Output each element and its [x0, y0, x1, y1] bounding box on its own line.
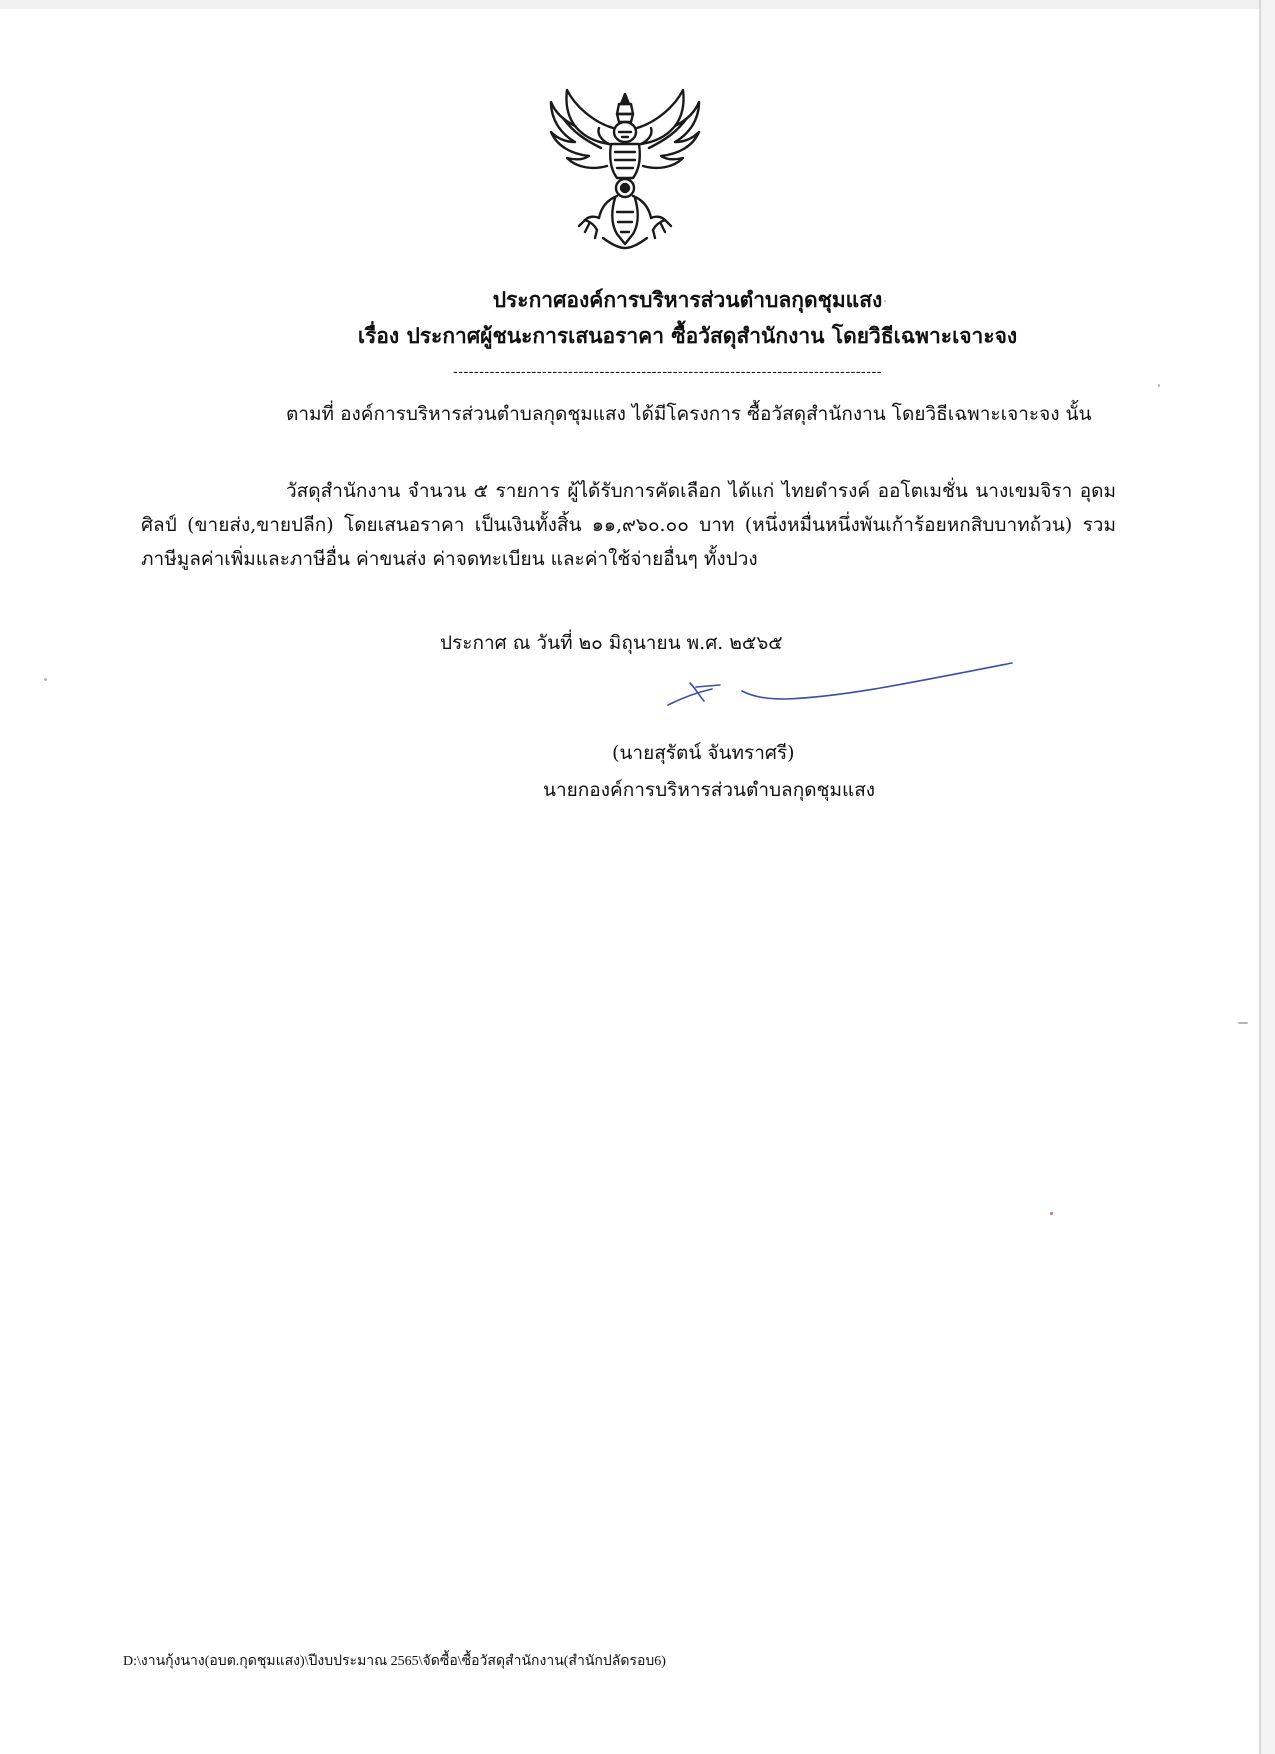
- divider-text: ----------------------------------------------------------------------------------: [453, 364, 882, 380]
- paragraph-project-text: ตามที่ องค์การบริหารส่วนตำบลกุดชุมแสง ได้มีโครงการ ซื้อวัสดุสำนักงาน โดยวิธีเฉพาะเจาะจง นั้น: [286, 403, 1092, 425]
- file-path-footer: D:\งานกุ้งนาง(อบต.กุดชุมแสง)\ปีงบประมาณ 2565\จัดซื้อ\ซื้อวัสดุสำนักงาน(สำนักปลัดรอบ6): [123, 1654, 666, 1669]
- scan-edge-line: [1259, 0, 1261, 1754]
- announce-date: ประกาศ ณ วันที่ ๒๐ มิถุนายน พ.ศ. ๒๕๖๕: [440, 632, 783, 654]
- handwritten-signature: [650, 655, 1030, 715]
- scan-speck: [1158, 384, 1160, 387]
- scan-speck: [1050, 1212, 1053, 1215]
- scan-edge-right: [1261, 0, 1275, 1754]
- paragraph-winner-text: วัสดุสำนักงาน จำนวน ๕ รายการ ผู้ได้รับการคัดเลือก ได้แก่ ไทยดำรงค์ ออโตเมชั่น นางเขมจิรา อุดมศิลป์ (ขายส่ง,ขายปลีก) โดยเสนอราคา เป็นเงินทั้งสิ้น ๑๑,๙๖๐.๐๐ บาท (หนึ่งหมื่นหนึ่งพันเก้าร้อยหกสิบบาทถ้วน) รวมภาษีมูลค่าเพิ่มและภาษีอื่น ค่าขนส่ง ค่าจดทะเบียน และค่าใช้จ่ายอื่นๆ ทั้งปวง: [141, 480, 1116, 570]
- paragraph-winner: [141, 474, 1116, 576]
- scan-speck: [1238, 1022, 1248, 1024]
- scan-speck: [44, 678, 47, 681]
- garuda-emblem-icon: [545, 88, 705, 253]
- signer-position: นายกองค์การบริหารส่วนตำบลกุดชุมแสง: [543, 779, 876, 801]
- document-title: ประกาศองค์การบริหารส่วนตำบลกุดชุมแสง: [492, 287, 883, 312]
- scan-speck: [884, 300, 886, 302]
- document-subject: เรื่อง ประกาศผู้ชนะการเสนอราคา ซื้อวัสดุสำนักงาน โดยวิธีเฉพาะเจาะจง: [357, 323, 1018, 348]
- scan-edge-top: [0, 0, 1275, 9]
- divider-line: [0, 364, 1275, 384]
- signer-name: (นายสุรัตน์ จันทราศรี): [612, 742, 795, 764]
- paragraph-project: [141, 397, 1116, 431]
